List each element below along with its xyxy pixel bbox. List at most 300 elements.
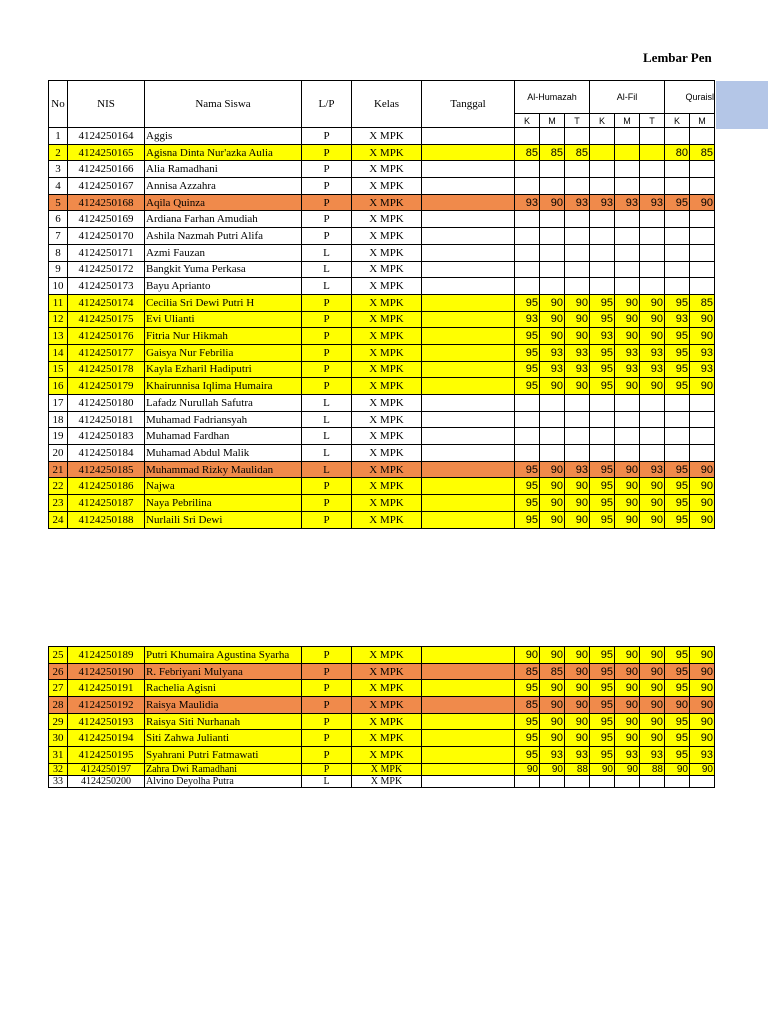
cell-score[interactable]: 90 [615, 511, 640, 528]
cell-score[interactable]: 90 [665, 763, 690, 775]
cell-nama-siswa[interactable]: Syahrani Putri Fatmawati [145, 747, 302, 764]
cell-tanggal[interactable] [422, 428, 515, 445]
cell-nama-siswa[interactable]: Alia Ramadhani [145, 161, 302, 178]
cell-lp[interactable]: P [302, 194, 352, 211]
cell-score[interactable] [590, 144, 615, 161]
cell-score[interactable] [640, 261, 665, 278]
cell-score[interactable]: 93 [565, 461, 590, 478]
cell-tanggal[interactable] [422, 763, 515, 775]
cell-kelas[interactable]: X MPK [352, 378, 422, 395]
cell-tanggal[interactable] [422, 495, 515, 512]
cell-score[interactable]: 90 [640, 495, 665, 512]
cell-kelas[interactable]: X MPK [352, 747, 422, 764]
cell-score[interactable]: 93 [565, 344, 590, 361]
cell-kelas[interactable]: X MPK [352, 395, 422, 412]
cell-score[interactable] [565, 428, 590, 445]
cell-score[interactable]: 95 [590, 730, 615, 747]
cell-lp[interactable]: P [302, 378, 352, 395]
cell-score[interactable] [665, 261, 690, 278]
cell-kelas[interactable]: X MPK [352, 211, 422, 228]
cell-lp[interactable]: P [302, 344, 352, 361]
cell-score[interactable]: 90 [540, 311, 565, 328]
cell-score[interactable] [565, 211, 590, 228]
cell-score[interactable] [590, 178, 615, 195]
cell-score[interactable] [640, 211, 665, 228]
cell-nis[interactable]: 4124250168 [68, 194, 145, 211]
cell-nis[interactable]: 4124250172 [68, 261, 145, 278]
cell-tanggal[interactable] [422, 713, 515, 730]
cell-score[interactable] [615, 161, 640, 178]
cell-lp[interactable]: P [302, 328, 352, 345]
cell-score[interactable]: 93 [640, 194, 665, 211]
cell-score[interactable]: 90 [565, 713, 590, 730]
cell-tanggal[interactable] [422, 361, 515, 378]
cell-score[interactable] [540, 211, 565, 228]
cell-kelas[interactable]: X MPK [352, 428, 422, 445]
cell-tanggal[interactable] [422, 328, 515, 345]
cell-tanggal[interactable] [422, 378, 515, 395]
cell-score[interactable] [515, 395, 540, 412]
cell-nama-siswa[interactable]: Cecilia Sri Dewi Putri H [145, 294, 302, 311]
cell-tanggal[interactable] [422, 344, 515, 361]
cell-nis[interactable]: 4124250174 [68, 294, 145, 311]
cell-nis[interactable]: 4124250192 [68, 697, 145, 714]
cell-lp[interactable]: P [302, 730, 352, 747]
cell-score[interactable]: 95 [590, 378, 615, 395]
cell-no[interactable]: 16 [49, 378, 68, 395]
cell-score[interactable] [615, 128, 640, 145]
cell-score[interactable]: 90 [690, 647, 715, 664]
cell-tanggal[interactable] [422, 244, 515, 261]
cell-score[interactable]: 90 [565, 511, 590, 528]
cell-tanggal[interactable] [422, 395, 515, 412]
cell-score[interactable] [665, 211, 690, 228]
cell-score[interactable]: 95 [665, 361, 690, 378]
cell-score[interactable] [615, 244, 640, 261]
cell-score[interactable]: 90 [540, 763, 565, 775]
cell-score[interactable]: 95 [665, 680, 690, 697]
cell-score[interactable]: 88 [640, 763, 665, 775]
cell-score[interactable] [665, 244, 690, 261]
cell-score[interactable]: 95 [590, 311, 615, 328]
cell-score[interactable]: 85 [515, 663, 540, 680]
cell-kelas[interactable]: X MPK [352, 144, 422, 161]
cell-score[interactable]: 95 [590, 294, 615, 311]
cell-score[interactable] [690, 244, 715, 261]
cell-score[interactable] [690, 411, 715, 428]
cell-score[interactable]: 93 [665, 311, 690, 328]
cell-score[interactable] [590, 411, 615, 428]
cell-nama-siswa[interactable]: Fitria Nur Hikmah [145, 328, 302, 345]
cell-score[interactable] [665, 428, 690, 445]
cell-score[interactable]: 90 [565, 311, 590, 328]
cell-score[interactable]: 85 [515, 144, 540, 161]
cell-score[interactable] [690, 211, 715, 228]
cell-tanggal[interactable] [422, 161, 515, 178]
cell-kelas[interactable]: X MPK [352, 294, 422, 311]
cell-score[interactable] [665, 128, 690, 145]
cell-no[interactable]: 1 [49, 128, 68, 145]
cell-nis[interactable]: 4124250179 [68, 378, 145, 395]
cell-score[interactable]: 90 [565, 294, 590, 311]
cell-no[interactable]: 29 [49, 713, 68, 730]
cell-score[interactable]: 90 [615, 478, 640, 495]
cell-score[interactable] [665, 228, 690, 245]
cell-score[interactable] [515, 161, 540, 178]
cell-score[interactable]: 90 [615, 713, 640, 730]
cell-nis[interactable]: 4124250200 [68, 775, 145, 787]
cell-score[interactable] [665, 775, 690, 787]
cell-kelas[interactable]: X MPK [352, 344, 422, 361]
cell-score[interactable] [615, 278, 640, 295]
cell-tanggal[interactable] [422, 461, 515, 478]
cell-nama-siswa[interactable]: Bayu Aprianto [145, 278, 302, 295]
cell-score[interactable]: 93 [640, 344, 665, 361]
cell-score[interactable]: 95 [515, 294, 540, 311]
cell-lp[interactable]: L [302, 445, 352, 462]
cell-lp[interactable]: L [302, 428, 352, 445]
cell-score[interactable] [615, 395, 640, 412]
cell-score[interactable]: 90 [640, 730, 665, 747]
cell-no[interactable]: 17 [49, 395, 68, 412]
cell-nama-siswa[interactable]: Siti Zahwa Julianti [145, 730, 302, 747]
cell-score[interactable]: 90 [690, 378, 715, 395]
cell-score[interactable]: 90 [640, 328, 665, 345]
cell-score[interactable] [690, 261, 715, 278]
cell-score[interactable]: 93 [690, 344, 715, 361]
cell-nis[interactable]: 4124250165 [68, 144, 145, 161]
cell-score[interactable]: 90 [640, 697, 665, 714]
cell-tanggal[interactable] [422, 511, 515, 528]
cell-score[interactable]: 85 [515, 697, 540, 714]
cell-score[interactable]: 90 [540, 730, 565, 747]
cell-score[interactable]: 90 [665, 697, 690, 714]
cell-score[interactable]: 88 [565, 763, 590, 775]
cell-score[interactable]: 90 [540, 647, 565, 664]
cell-score[interactable]: 95 [590, 478, 615, 495]
cell-score[interactable]: 93 [515, 311, 540, 328]
cell-score[interactable] [615, 178, 640, 195]
cell-score[interactable]: 93 [615, 344, 640, 361]
cell-score[interactable]: 93 [590, 328, 615, 345]
cell-nama-siswa[interactable]: Ashila Nazmah Putri Alifa [145, 228, 302, 245]
cell-lp[interactable]: P [302, 713, 352, 730]
cell-nama-siswa[interactable]: Muhamad Fadriansyah [145, 411, 302, 428]
cell-score[interactable] [540, 445, 565, 462]
cell-score[interactable]: 95 [590, 747, 615, 764]
cell-score[interactable] [615, 445, 640, 462]
cell-lp[interactable]: P [302, 478, 352, 495]
cell-lp[interactable]: P [302, 144, 352, 161]
cell-score[interactable] [590, 228, 615, 245]
cell-score[interactable]: 90 [540, 680, 565, 697]
cell-no[interactable]: 5 [49, 194, 68, 211]
cell-kelas[interactable]: X MPK [352, 775, 422, 787]
cell-nis[interactable]: 4124250175 [68, 311, 145, 328]
cell-tanggal[interactable] [422, 730, 515, 747]
cell-nis[interactable]: 4124250180 [68, 395, 145, 412]
cell-score[interactable]: 90 [690, 713, 715, 730]
cell-score[interactable]: 90 [615, 294, 640, 311]
cell-tanggal[interactable] [422, 411, 515, 428]
cell-score[interactable] [515, 775, 540, 787]
cell-score[interactable] [565, 244, 590, 261]
cell-score[interactable]: 95 [665, 328, 690, 345]
cell-score[interactable]: 90 [640, 511, 665, 528]
cell-score[interactable]: 95 [515, 478, 540, 495]
cell-score[interactable]: 90 [640, 713, 665, 730]
cell-score[interactable]: 90 [565, 680, 590, 697]
cell-score[interactable]: 90 [690, 478, 715, 495]
cell-nama-siswa[interactable]: Rachelia Agisni [145, 680, 302, 697]
cell-no[interactable]: 28 [49, 697, 68, 714]
cell-no[interactable]: 20 [49, 445, 68, 462]
cell-score[interactable]: 93 [565, 361, 590, 378]
cell-score[interactable]: 95 [665, 511, 690, 528]
cell-score[interactable]: 90 [565, 378, 590, 395]
cell-score[interactable]: 95 [665, 747, 690, 764]
cell-tanggal[interactable] [422, 194, 515, 211]
cell-score[interactable] [615, 211, 640, 228]
cell-kelas[interactable]: X MPK [352, 647, 422, 664]
cell-score[interactable]: 95 [665, 730, 690, 747]
cell-score[interactable]: 95 [665, 647, 690, 664]
cell-score[interactable] [540, 261, 565, 278]
cell-score[interactable]: 90 [690, 763, 715, 775]
cell-nis[interactable]: 4124250190 [68, 663, 145, 680]
cell-score[interactable]: 93 [515, 194, 540, 211]
cell-lp[interactable]: P [302, 647, 352, 664]
cell-score[interactable] [690, 178, 715, 195]
cell-nis[interactable]: 4124250184 [68, 445, 145, 462]
cell-score[interactable] [615, 144, 640, 161]
cell-no[interactable]: 9 [49, 261, 68, 278]
cell-score[interactable]: 90 [540, 697, 565, 714]
cell-score[interactable] [540, 395, 565, 412]
cell-score[interactable]: 90 [640, 378, 665, 395]
cell-score[interactable]: 90 [690, 311, 715, 328]
cell-score[interactable]: 95 [665, 461, 690, 478]
cell-tanggal[interactable] [422, 747, 515, 764]
cell-score[interactable]: 90 [640, 478, 665, 495]
cell-score[interactable] [640, 411, 665, 428]
cell-score[interactable] [590, 445, 615, 462]
cell-score[interactable]: 90 [540, 495, 565, 512]
cell-score[interactable]: 90 [615, 763, 640, 775]
cell-nis[interactable]: 4124250193 [68, 713, 145, 730]
cell-nis[interactable]: 4124250183 [68, 428, 145, 445]
cell-nama-siswa[interactable]: R. Febriyani Mulyana [145, 663, 302, 680]
cell-lp[interactable]: P [302, 747, 352, 764]
cell-score[interactable]: 90 [565, 730, 590, 747]
cell-lp[interactable]: P [302, 663, 352, 680]
cell-score[interactable]: 95 [665, 713, 690, 730]
cell-score[interactable] [640, 144, 665, 161]
cell-no[interactable]: 33 [49, 775, 68, 787]
cell-score[interactable] [665, 395, 690, 412]
cell-kelas[interactable]: X MPK [352, 244, 422, 261]
cell-kelas[interactable]: X MPK [352, 680, 422, 697]
cell-score[interactable]: 90 [640, 663, 665, 680]
cell-score[interactable]: 95 [515, 461, 540, 478]
cell-kelas[interactable]: X MPK [352, 445, 422, 462]
cell-score[interactable]: 93 [690, 747, 715, 764]
cell-score[interactable] [615, 775, 640, 787]
cell-lp[interactable]: P [302, 211, 352, 228]
cell-score[interactable] [540, 278, 565, 295]
cell-score[interactable]: 93 [615, 194, 640, 211]
cell-kelas[interactable]: X MPK [352, 411, 422, 428]
cell-score[interactable] [640, 228, 665, 245]
cell-kelas[interactable]: X MPK [352, 261, 422, 278]
cell-score[interactable] [565, 128, 590, 145]
cell-score[interactable]: 90 [615, 495, 640, 512]
cell-score[interactable]: 95 [515, 713, 540, 730]
cell-score[interactable] [590, 244, 615, 261]
cell-nama-siswa[interactable]: Lafadz Nurullah Safutra [145, 395, 302, 412]
cell-score[interactable]: 95 [590, 663, 615, 680]
cell-score[interactable] [640, 395, 665, 412]
cell-score[interactable]: 95 [515, 730, 540, 747]
cell-score[interactable] [665, 411, 690, 428]
cell-score[interactable]: 90 [615, 697, 640, 714]
cell-nama-siswa[interactable]: Azmi Fauzan [145, 244, 302, 261]
cell-score[interactable] [690, 445, 715, 462]
cell-kelas[interactable]: X MPK [352, 161, 422, 178]
cell-tanggal[interactable] [422, 128, 515, 145]
cell-score[interactable] [540, 161, 565, 178]
cell-nama-siswa[interactable]: Muhamad Fardhan [145, 428, 302, 445]
cell-kelas[interactable]: X MPK [352, 178, 422, 195]
cell-score[interactable] [515, 428, 540, 445]
cell-score[interactable] [515, 211, 540, 228]
cell-score[interactable] [590, 775, 615, 787]
cell-score[interactable] [590, 161, 615, 178]
cell-score[interactable]: 93 [640, 461, 665, 478]
cell-kelas[interactable]: X MPK [352, 495, 422, 512]
cell-score[interactable] [540, 128, 565, 145]
cell-score[interactable] [540, 228, 565, 245]
cell-score[interactable] [665, 445, 690, 462]
cell-no[interactable]: 26 [49, 663, 68, 680]
cell-score[interactable]: 85 [540, 663, 565, 680]
cell-score[interactable]: 93 [540, 747, 565, 764]
cell-score[interactable] [540, 244, 565, 261]
cell-score[interactable]: 95 [515, 495, 540, 512]
cell-score[interactable] [590, 428, 615, 445]
cell-lp[interactable]: P [302, 311, 352, 328]
cell-no[interactable]: 21 [49, 461, 68, 478]
cell-score[interactable] [690, 228, 715, 245]
cell-no[interactable]: 15 [49, 361, 68, 378]
cell-lp[interactable]: L [302, 775, 352, 787]
cell-score[interactable]: 95 [590, 680, 615, 697]
cell-nama-siswa[interactable]: Aggis [145, 128, 302, 145]
cell-score[interactable] [690, 395, 715, 412]
cell-kelas[interactable]: X MPK [352, 128, 422, 145]
cell-tanggal[interactable] [422, 261, 515, 278]
cell-nis[interactable]: 4124250171 [68, 244, 145, 261]
cell-score[interactable] [615, 411, 640, 428]
cell-score[interactable]: 90 [690, 461, 715, 478]
cell-no[interactable]: 19 [49, 428, 68, 445]
cell-score[interactable]: 90 [690, 680, 715, 697]
cell-score[interactable] [590, 261, 615, 278]
cell-score[interactable]: 90 [565, 495, 590, 512]
cell-kelas[interactable]: X MPK [352, 311, 422, 328]
cell-nis[interactable]: 4124250186 [68, 478, 145, 495]
cell-no[interactable]: 7 [49, 228, 68, 245]
cell-tanggal[interactable] [422, 178, 515, 195]
cell-nama-siswa[interactable]: Ardiana Farhan Amudiah [145, 211, 302, 228]
cell-score[interactable]: 85 [540, 144, 565, 161]
cell-lp[interactable]: P [302, 511, 352, 528]
cell-score[interactable] [690, 128, 715, 145]
cell-score[interactable] [565, 161, 590, 178]
cell-nis[interactable]: 4124250173 [68, 278, 145, 295]
cell-tanggal[interactable] [422, 144, 515, 161]
cell-kelas[interactable]: X MPK [352, 361, 422, 378]
cell-lp[interactable]: P [302, 697, 352, 714]
cell-score[interactable]: 90 [565, 328, 590, 345]
cell-score[interactable]: 90 [540, 294, 565, 311]
cell-tanggal[interactable] [422, 211, 515, 228]
cell-kelas[interactable]: X MPK [352, 763, 422, 775]
cell-nama-siswa[interactable]: Raisya Siti Nurhanah [145, 713, 302, 730]
cell-score[interactable]: 90 [540, 461, 565, 478]
cell-kelas[interactable]: X MPK [352, 228, 422, 245]
cell-lp[interactable]: P [302, 128, 352, 145]
cell-nis[interactable]: 4124250169 [68, 211, 145, 228]
cell-kelas[interactable]: X MPK [352, 194, 422, 211]
cell-score[interactable] [515, 128, 540, 145]
cell-lp[interactable]: L [302, 261, 352, 278]
cell-score[interactable] [515, 261, 540, 278]
cell-score[interactable] [565, 261, 590, 278]
cell-score[interactable] [590, 278, 615, 295]
cell-score[interactable] [515, 445, 540, 462]
cell-no[interactable]: 22 [49, 478, 68, 495]
cell-score[interactable]: 90 [540, 713, 565, 730]
cell-score[interactable] [640, 128, 665, 145]
cell-nama-siswa[interactable]: Agisna Dinta Nur'azka Aulia [145, 144, 302, 161]
cell-score[interactable] [640, 178, 665, 195]
cell-score[interactable]: 95 [515, 328, 540, 345]
cell-tanggal[interactable] [422, 478, 515, 495]
cell-score[interactable]: 90 [615, 730, 640, 747]
cell-score[interactable] [615, 428, 640, 445]
cell-nis[interactable]: 4124250167 [68, 178, 145, 195]
cell-score[interactable]: 90 [690, 697, 715, 714]
cell-score[interactable] [540, 411, 565, 428]
cell-tanggal[interactable] [422, 647, 515, 664]
cell-lp[interactable]: P [302, 294, 352, 311]
cell-lp[interactable]: L [302, 461, 352, 478]
cell-score[interactable]: 90 [690, 511, 715, 528]
cell-score[interactable] [690, 428, 715, 445]
cell-score[interactable]: 93 [590, 194, 615, 211]
cell-score[interactable]: 90 [640, 311, 665, 328]
cell-score[interactable]: 90 [540, 194, 565, 211]
cell-score[interactable] [565, 228, 590, 245]
cell-score[interactable] [565, 178, 590, 195]
cell-score[interactable] [615, 261, 640, 278]
cell-score[interactable] [665, 161, 690, 178]
cell-score[interactable]: 85 [690, 294, 715, 311]
cell-nama-siswa[interactable]: Gaisya Nur Febrilia [145, 344, 302, 361]
cell-nama-siswa[interactable]: Nurlaili Sri Dewi [145, 511, 302, 528]
cell-score[interactable] [640, 244, 665, 261]
